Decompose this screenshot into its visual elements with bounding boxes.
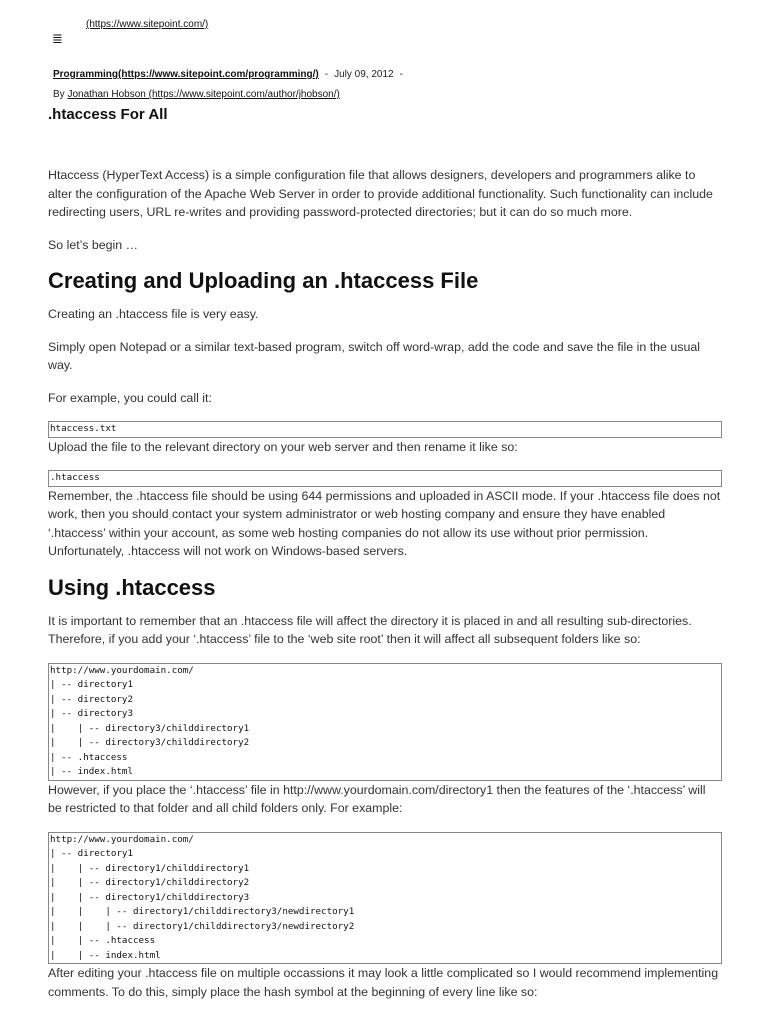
important-paragraph: It is important to remember that an .htaccess file will affect the directory it is placed in and all resulting sub-directories. Therefore, if you add your ‘.htaccess’ file to the ‘web site root’ then it will affect all subsequent folders like so: [48, 613, 692, 646]
category-link[interactable]: Programming(https://www.sitepoint.com/programming/) [53, 69, 319, 80]
heading-using-htaccess: Using .htaccess [48, 574, 216, 600]
author-link[interactable]: Jonathan Hobson (https://www.sitepoint.com/author/jhobson/) [67, 89, 340, 100]
notepad-paragraph: Simply open Notepad or a similar text-based program, switch off word-wrap, add the code and save the file in the usual way. [48, 339, 701, 372]
begin-paragraph: So let’s begin … [48, 237, 139, 252]
permissions-paragraph: Remember, the .htaccess file should be using 644 permissions and uploaded in ASCII mode. If your .htaccess file does not work, then you should contact your system administrator or web hosting company and ensure they have enabled ‘.htaccess’ within your account, as some web hosting companies do not allow its use without prior permission. Unfortunately, .htaccess will not work on Windows-based servers. [48, 488, 721, 558]
code-block-directory-tree-root: http://www.yourdomain.com/ | -- directory1 | -- directory2 | -- directory3 | | -- directory3/childdirectory1 | | -- directory3/childdirectory2 | -- .htaccess | -- index.html [48, 663, 722, 781]
author-byline [53, 89, 340, 100]
easy-paragraph: Creating an .htaccess file is very easy. [48, 307, 259, 321]
code-block-htaccess-txt: htaccess.txt [48, 421, 722, 438]
code-block-directory-tree-child: http://www.yourdomain.com/ | -- directory1 | | -- directory1/childdirectory1 | | -- directory1/childdirectory2 | | -- directory1/childdirectory3 | | | -- directory1/childdirectory3/newdirectory1 | | | -- directory1/childdirectory3/newdirectory2 | | -- .htaccess | | -- index.html [48, 832, 722, 965]
article-body [48, 166, 722, 1001]
example-paragraph: For example, you could call it: [48, 390, 212, 405]
code-block-htaccess: .htaccess [48, 470, 722, 487]
article-title: .htaccess For All [48, 106, 168, 123]
publish-date: July 09, 2012 [334, 69, 394, 80]
article-meta [53, 69, 409, 80]
site-home-link[interactable]: (https://www.sitepoint.com/) [86, 19, 209, 30]
intro-paragraph: Htaccess (HyperText Access) is a simple configuration file that allows designers, developers and programmers alike to alter the configuration of the Apache Web Server in order to provide additional functionality. Such functionality can include redirecting users, URL re-writes and providing password-protected directories; but it can do so much more. [48, 168, 713, 219]
meta-separator-trailing: - [399, 69, 403, 80]
upload-paragraph: Upload the file to the relevant directory on your web server and then rename it like so: [48, 439, 518, 454]
heading-creating-uploading: Creating and Uploading an .htaccess File [48, 268, 479, 293]
after-editing-paragraph: After editing your .htaccess file on multiple occassions it may look a little complicated so I would recommend implementing comments. To do this, simply place the hash symbol at the beginning of every line like so: [48, 966, 719, 999]
meta-separator: - [324, 69, 329, 80]
byline-prefix: By [53, 89, 65, 100]
menu-icon[interactable]: ≣ [52, 31, 63, 46]
however-paragraph: However, if you place the ‘.htaccess’ file in http://www.yourdomain.com/directory1 then the features of the ‘.htaccess’ will be restricted to that folder and all child folders only. For example: [48, 782, 706, 815]
